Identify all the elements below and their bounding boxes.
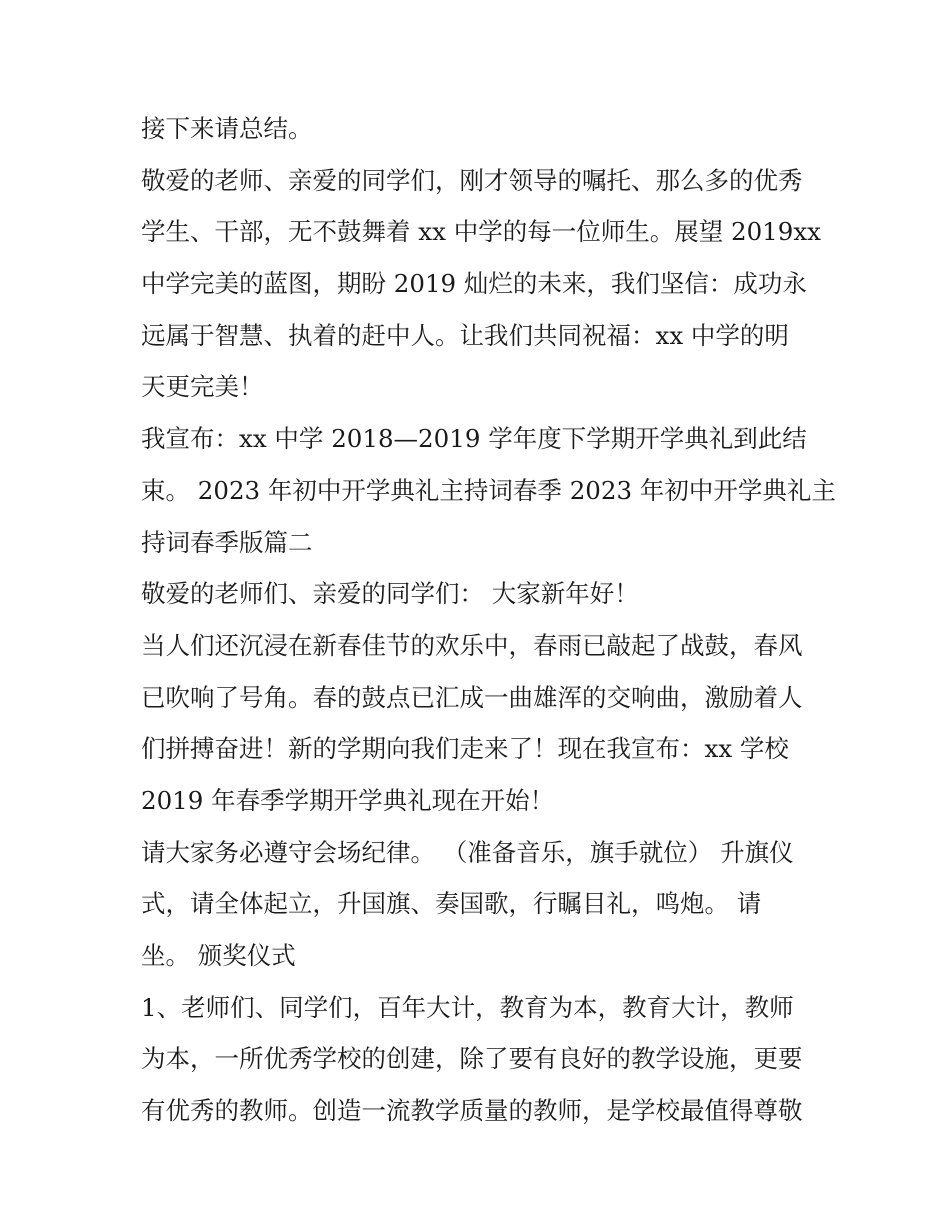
text-line: 为本，一所优秀学校的创建，除了要有良好的教学设施，更要 (141, 1044, 803, 1074)
text-line: 持词春季版篇二 (141, 527, 313, 557)
text-line: 有优秀的教师。创造一流教学质量的教师，是学校最值得尊敬 (141, 1096, 803, 1126)
text-line: 中学完美的蓝图，期盼 2019 灿烂的未来，我们坚信：成功永 (141, 269, 807, 299)
text-line: 我宣布：xx 中学 2018—2019 学年度下学期开学典礼到此结 (141, 424, 807, 454)
text-line: 请大家务必遵守会场纪律。 （准备音乐，旗手就位） 升旗仪 (141, 837, 794, 867)
text-line: 接下来请总结。 (141, 114, 313, 143)
text-line: 1、老师们、同学们，百年大计，教育为本，教育大计，教师 (141, 992, 794, 1022)
text-line: 2019 年春季学期开学典礼现在开始！ (141, 785, 555, 815)
text-line: 天更完美！ (141, 372, 264, 402)
text-line: 敬爱的老师们、亲爱的同学们： 大家新年好！ (141, 579, 639, 609)
text-line: 式，请全体起立，升国旗、奏国歌，行瞩目礼，鸣炮。 请 (141, 889, 762, 919)
text-line: 学生、干部，无不鼓舞着 xx 中学的每一位师生。展望 2019xx (141, 217, 821, 247)
text-line: 坐。 颁奖仪式 (141, 941, 296, 970)
text-line: 们拼搏奋进！新的学期向我们走来了！现在我宣布：xx 学校 (141, 734, 789, 764)
text-line: 远属于智慧、执着的赶中人。让我们共同祝福：xx 中学的明 (141, 320, 789, 350)
text-line: 当人们还沉浸在新春佳节的欢乐中，春雨已敲起了战鼓，春风 (141, 630, 803, 660)
text-line: 敬爱的老师、亲爱的同学们，刚才领导的嘱托、那么多的优秀 (141, 165, 803, 195)
document-body (141, 103, 836, 1137)
text-line: 束。 2023 年初中开学典礼主持词春季 2023 年初中开学典礼主 (141, 475, 836, 505)
text-line: 已吹响了号角。春的鼓点已汇成一曲雄浑的交响曲，激励着人 (141, 682, 803, 712)
